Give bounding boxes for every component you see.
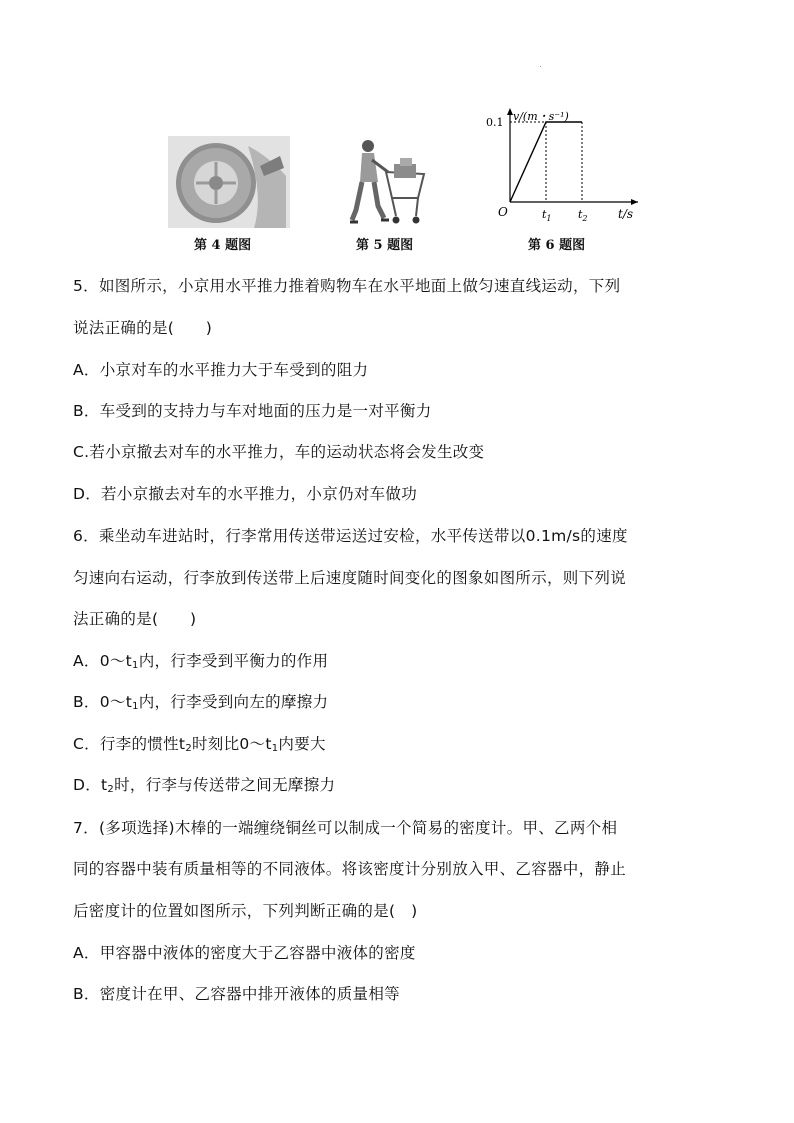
q6-stem-line-3: 法正确的是( ) (73, 610, 197, 628)
q6-d-pre: D．t (73, 776, 108, 794)
q6-option-d[interactable] (73, 773, 335, 795)
q6-d-sub: 2 (107, 784, 115, 795)
fig6-velocity-time-graph (478, 104, 648, 226)
q6-a-sub: 1 (132, 660, 139, 671)
q6-b-post: 内，行李受到向左的摩擦力 (138, 693, 329, 711)
q6-c-mid: 时刻比0～t (191, 735, 272, 753)
x-tick-label-t1: $t_1$ (542, 208, 552, 223)
q6-a-pre: A．0～t (73, 652, 133, 670)
q5-stem-line-2: 说法正确的是( ) (73, 319, 213, 337)
q6-stem-line-2: 匀速向右运动，行李放到传送带上后速度随时间变化的图象如图所示，则下列说 (73, 569, 627, 587)
fig5-caption: 第 5 题图 (356, 238, 414, 253)
q5-option-d[interactable]: D．若小京撤去对车的水平推力，小京仍对车做功 (73, 485, 418, 503)
q7-option-a[interactable]: A．甲容器中液体的密度大于乙容器中液体的密度 (73, 944, 416, 962)
q6-b-pre: B．0～t (73, 693, 133, 711)
q6-a-post: 内，行李受到平衡力的作用 (138, 652, 329, 670)
x-axis-label: t/s (618, 207, 634, 221)
q6-d-post: 时，行李与传送带之间无摩擦力 (114, 776, 336, 794)
q5-option-c[interactable]: C.若小京撤去对车的水平推力，车的运动状态将会发生改变 (73, 443, 485, 461)
origin-label: O (498, 205, 508, 219)
q6-c-post: 内要大 (278, 735, 326, 753)
q5-stem-line-1: 5．如图所示，小京用水平推力推着购物车在水平地面上做匀速直线运动，下列 (73, 277, 621, 295)
q5-option-b[interactable]: B．车受到的支持力与车对地面的压力是一对平衡力 (73, 402, 432, 420)
y-tick-label: 0.1 (486, 116, 504, 129)
q6-option-a[interactable] (73, 649, 328, 671)
q6-stem-line-1: 6．乘坐动车进站时，行李常用传送带运送过安检，水平传送带以0.1m/s的速度 (73, 527, 628, 545)
q6-option-b[interactable] (73, 690, 328, 712)
q7-option-b[interactable]: B．密度计在甲、乙容器中排开液体的质量相等 (73, 985, 400, 1003)
q5-option-a[interactable]: A．小京对车的水平推力大于车受到的阻力 (73, 361, 369, 379)
x-tick-label-t2: $t_2$ (578, 208, 588, 223)
fig6-caption: 第 6 题图 (528, 238, 586, 253)
y-axis-label: v/(m・s⁻¹) (513, 110, 569, 123)
q6-c-sub2: 1 (271, 743, 279, 754)
x-axis-arrow (631, 199, 638, 205)
q6-c-pre: C．行李的惯性t (73, 735, 186, 753)
q6-c-sub: 2 (185, 743, 192, 754)
fig4-caption: 第 4 题图 (194, 238, 252, 253)
q7-stem-line-2: 同的容器中装有质量相等的不同液体。将该密度计分别放入甲、乙容器中，静止 (73, 860, 627, 878)
fig5-shopping-cart-image (348, 136, 428, 228)
q7-stem-line-1: 7．(多项选择)木棒的一端缠绕铜丝可以制成一个简易的密度计。甲、乙两个相 (73, 819, 618, 837)
q6-b-sub: 1 (132, 701, 139, 712)
fig4-tire-image (168, 136, 290, 228)
q7-stem-line-3: 后密度计的位置如图所示，下列判断正确的是( ) (73, 902, 418, 920)
q6-option-c[interactable] (73, 732, 326, 754)
scan-speck (540, 66, 541, 67)
